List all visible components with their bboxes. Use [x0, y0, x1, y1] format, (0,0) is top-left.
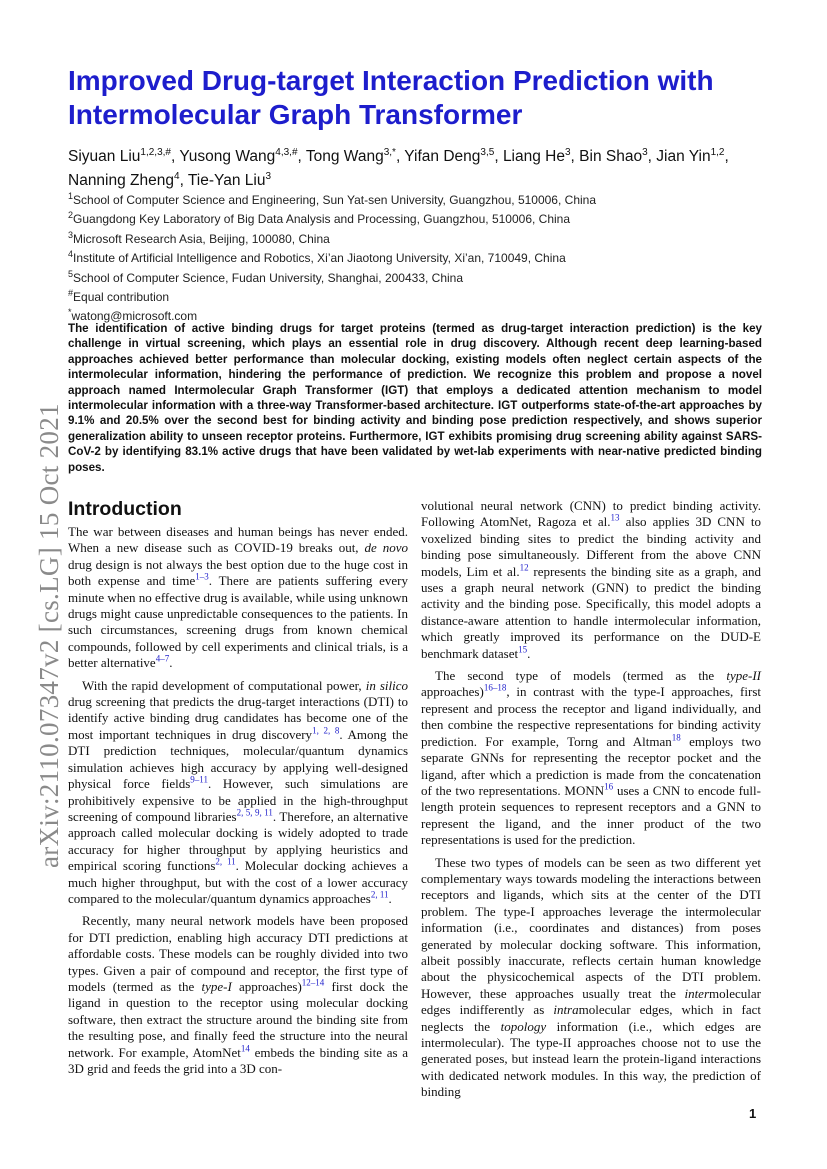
author-name: Yusong Wang	[179, 148, 276, 166]
citation-link[interactable]: 14	[240, 1043, 250, 1054]
affiliation-mark: 3	[68, 229, 74, 240]
affiliation-mark: 1	[68, 191, 74, 201]
body-paragraph: volutional neural network (CNN) to predict binding activity. Following AtomNet, Ragoza et al.$^{13}$ also applies 3D CNN to voxelized binding sites to predict the binding activity and binding pose simultaneously. Different from the above CNN models, Lim et al.$^{12}$ represents the binding site as a graph, and uses a graph neural network (GNN) to predict the binding activity and the binding pose. Specifically, this model adopts a distance-aware attention to handle intermolecular information, which greatly improved its performance on the DUD-E benchmark dataset$^{15}$.	[421, 498, 762, 661]
section-heading-introduction: Introduction	[68, 498, 182, 520]
citation-link[interactable]: 2, 11	[215, 856, 236, 867]
citation-link[interactable]: 12	[519, 562, 529, 573]
citation-link[interactable]: 16	[604, 781, 614, 792]
author-affiliation-mark: 3	[564, 147, 571, 158]
emphasis-text: type-I	[201, 978, 232, 994]
body-paragraph: The second type of models (termed as the type-II approaches)$^{16-18}$, in contrast with the type-I approaches, first represent and process the receptor and ligand individually, and then combine the respective representations for binding activity prediction. For example, Torng and Altman$^{18}$ employs two separate GNNs for representing the receptor pocket and the ligand, after which a prediction is made from the concatenation of the two representations. MONN$^{16}$ uses a CNN to encode full-length protein sequences to represent receptors and a GNN to represent the ligand, and the inner product of the two representations is used for the prediction.	[421, 668, 761, 848]
affiliation-mark: 2	[68, 210, 74, 221]
citation-link[interactable]: 16–18	[483, 683, 507, 694]
author-affiliation-mark: 3	[642, 147, 648, 158]
affiliation-text: watong@microsoft.com	[71, 309, 198, 324]
body-paragraph: These two types of models can be seen as two different yet complementary ways towards modeling the interactions between receptors and ligands, which sits at the center of the DTI problem. The type-I approaches leverage the intermolecular information (i.e., coordinates and distances) from poses generated by molecular docking software. This information, albeit possibly inaccurate, reflects certain human knowledge about the physicochemical aspects of the DTI problem. However, these approaches usually treat the intermolecular edges indifferently as intramolecular edges, which in fact neglects the topology information (i.e., which edges are intermolecular). The type-II approaches choose not to use the generated poses, but instead learn the protein-ligand interactions with dedicated network modules. In this way, the prediction of binding	[421, 854, 762, 1100]
citation-link[interactable]: 2, 5, 9, 11	[236, 807, 273, 818]
left-column	[68, 497, 408, 1077]
emphasis-text: intra	[553, 1002, 579, 1018]
affiliation-text: Guangdong Key Laboratory of Big Data Analysis and Processing, Guangzhou, 510006, China	[73, 212, 571, 227]
affiliation-mark: 4	[68, 249, 74, 260]
author-affiliation-mark: 1,2,3,#	[140, 147, 171, 158]
affiliation-item	[68, 267, 768, 286]
body-paragraph: Recently, many neural network models have been proposed for DTI prediction, enabling high accuracy DTI predictions at affordable costs. These models can be roughly divided into two types. Given a pair of compound and receptor, the first type of models (termed as the type-I approaches)$^{12-14}$ first dock the ligand in question to the receptor using molecular docking software, then extract the structure around the binding site from the resulting pose, and finally feed the structure into the neural network. For example, AtomNet$^{14}$ embeds the binding site as a 3D grid and feeds the grid into a 3D con-	[68, 913, 409, 1076]
body-paragraph: With the rapid development of computational power, in silico drug screening that predicts the drug-target interactions (DTI) to identify active binding drug candidates has become one of the most important techniques in drug discovery$^{1, 2, 8}$. Among the DTI prediction techniques, molecular/quantum dynamics simulation achieves high accuracy by applying well-designed physical force fields$^{9-11}$. However, such simulations are prohibitively expensive to be applied in the high-throughput screening of compound libraries$^{2, 5, 9, 11}$. Therefore, an alternative approach called molecular docking is widely adopted to trade accuracy for higher throughput by applying heuristics and empirical scoring functions$^{2, 11}$. Molecular docking achieves a much higher throughput, but with the cost of a lower accuracy compared to the molecular/quantum dynamics approaches$^{2, 11}$.	[68, 677, 409, 906]
emphasis-text: topology	[500, 1018, 547, 1034]
citation-link[interactable]: 18	[671, 732, 681, 743]
affiliation-text: School of Computer Science, Fudan University, Shanghai, 200433, China	[73, 270, 464, 285]
emphasis-text: in silico	[365, 677, 408, 693]
affiliation-text: Microsoft Research Asia, Beijing, 100080, China	[73, 231, 330, 246]
citation-link[interactable]: 2, 11	[370, 889, 389, 900]
author-affiliation-mark: 4	[174, 171, 180, 183]
citation-link[interactable]: 13	[610, 513, 620, 524]
author-name: Siyuan Liu	[68, 148, 141, 166]
page-number: 1	[749, 1106, 757, 1121]
arxiv-side-stamp	[34, 368, 64, 868]
author-affiliation-mark: 1,2	[710, 147, 725, 158]
author-affiliation-mark: 3,*	[383, 147, 396, 158]
author-name: Jian Yin	[656, 148, 711, 166]
affiliation-text: School of Computer Science and Engineering, Sun Yat-sen University, Guangzhou, 510006, China	[73, 193, 597, 207]
citation-link[interactable]: 12–14	[301, 977, 325, 988]
citation-link[interactable]: 4–7	[155, 653, 170, 664]
affiliation-mark: *	[68, 307, 72, 318]
author-affiliation-mark: 3	[265, 171, 272, 183]
affiliation-mark: #	[68, 288, 74, 299]
body-paragraph: The war between diseases and human beings has never ended. When a new disease such as COVID-19 breaks out, de novo drug design is not always the best option due to the huge cost in both expense and time$^{1-3}$. There are patients suffering every minute when no effective drug is available, while using unknown drugs might cause unpredictable consequences to the patients. In such circumstances, screening drugs from known chemical compounds, followed by cell experiments and clinical trials, is a better alternative$^{4-7}$.	[68, 524, 409, 671]
affiliation-item	[68, 247, 768, 266]
author-name: Tong Wang	[305, 148, 384, 166]
author-name: Bin Shao	[579, 148, 643, 166]
right-column-body	[421, 498, 761, 1101]
author-affiliation-mark: 3,5	[480, 147, 495, 158]
arxiv-identifier: arXiv:2110.07347v2 [cs.LG] 15 Oct 2021	[34, 403, 64, 868]
author-name: Tie-Yan Liu	[187, 172, 266, 190]
emphasis-text: inter	[684, 985, 710, 1001]
emphasis-text: type-II	[726, 668, 761, 684]
emphasis-text: de novo	[364, 540, 409, 556]
author-affiliation-mark: 4,3,#	[275, 147, 298, 158]
affiliation-item	[68, 208, 768, 227]
paper-title: Improved Drug-target Interaction Prediction with Intermolecular Graph Transformer	[68, 65, 714, 130]
affiliation-mark: 5	[68, 268, 74, 279]
author-list: Siyuan Liu$^{1,2,3,\#}$, Yusong Wang$^{4,3,\#}$, Tong Wang$^{3,*}$, Yifan Deng$^{3,5}$, Liang He$^3$, Bin Shao$^3$, Jian Yin$^{1,2}$, Nanning Zheng$^4$, Tie-Yan Liu$^3$	[68, 147, 729, 190]
affiliation-text: Equal contribution	[73, 290, 170, 305]
affiliation-item	[68, 286, 768, 305]
affiliation-list	[68, 189, 768, 325]
author-name: Nanning Zheng	[68, 172, 174, 190]
citation-link[interactable]: 1–3	[195, 571, 209, 582]
right-column	[421, 498, 761, 1101]
affiliation-text: Institute of Artificial Intelligence and Robotics, Xi’an Jiaotong University, Xi’an, 710049, China	[73, 251, 566, 266]
author-name: Yifan Deng	[404, 148, 481, 166]
abstract: The identification of active binding drugs for target proteins (termed as drug-target interaction prediction) is the key challenge in virtual screening, which plays an essential role in drug discovery. Although recent deep learning-based approaches achieved better performance than molecular docking, existing models often neglect certain aspects of the intermolecular information, hindering the performance of prediction. We recognize this problem and propose a novel approach named Intermolecular Graph Transformer (IGT) that employs a dedicated attention mechanism to model intermolecular information with a three-way Transformer-based architecture. IGT outperforms state-of-the-art approaches by 9.1% and 20.5% over the second best for binding activity and binding pose prediction respectively, and shows superior generalization ability to unseen receptor proteins. Furthermore, IGT exhibits promising drug screening ability against SARS-CoV-2 by identifying 83.1% active drugs that have been validated by wet-lab experiments with near-native predicted binding poses.	[68, 322, 762, 474]
citation-link[interactable]: 9–11	[190, 774, 208, 785]
citation-link[interactable]: 15	[518, 644, 528, 655]
author-name: Liang He	[502, 148, 565, 166]
affiliation-item	[68, 228, 768, 247]
citation-link[interactable]: 1, 2, 8	[312, 725, 340, 736]
affiliation-item	[68, 189, 768, 208]
left-column-body	[68, 524, 408, 1077]
